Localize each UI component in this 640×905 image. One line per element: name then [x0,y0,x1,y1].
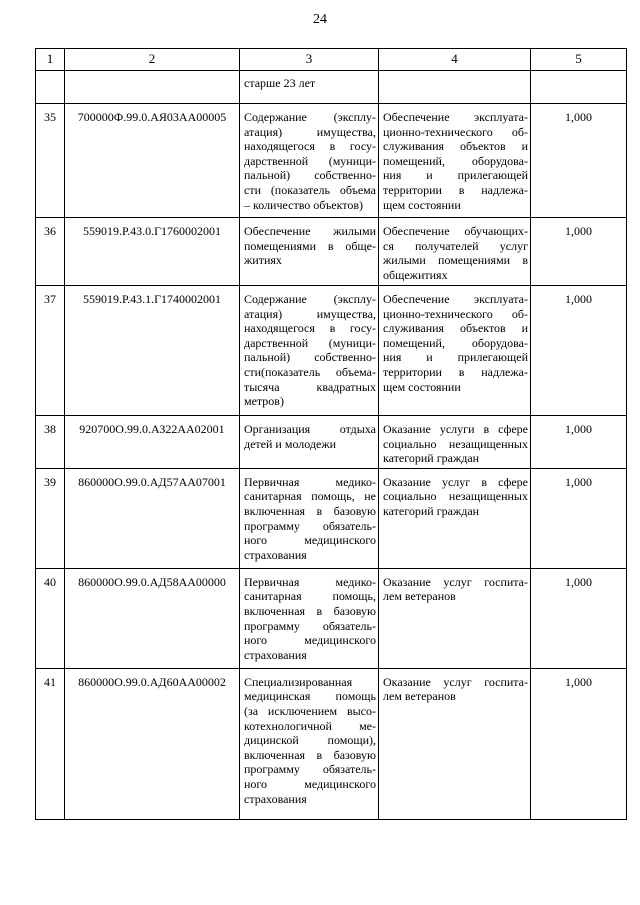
service-purpose-line: помещений, оборудова- [383,153,528,168]
service-purpose-line: лем ветеранов [383,589,456,604]
service-code: 920700О.99.0.АЗ22АА02001 [65,416,240,469]
service-name-line: Специализированная [244,674,353,689]
service-name-line: программу обязатель- [244,518,376,533]
service-purpose-line: Обеспечение обучающих- [383,224,528,238]
service-purpose-line: жилыми помещениями в [383,253,528,268]
continuation-row [36,71,627,104]
service-purpose [379,218,531,286]
service-name-line: включенная в базовую [244,603,376,618]
service-name-line: Содержание (эксплу- [244,110,376,124]
header-col-5: 5 [531,49,627,71]
header-col-2: 2 [65,49,240,71]
header-col-1: 1 [36,49,65,71]
service-code: 860000О.99.0.АД60АА00002 [65,668,240,819]
service-name-line: ного медицинского [244,533,376,548]
service-value: 1,000 [531,668,627,819]
service-name-line: детей и молодежи [244,436,337,451]
row-number: 38 [36,416,65,469]
table-header-row [36,49,627,71]
service-purpose-line: категорий граждан [383,503,480,518]
service-name-line: (за исключением высо- [244,703,376,718]
service-name-line: сти (показатель объема [244,182,376,197]
service-name-line: программу обязатель- [244,762,376,777]
service-name-line: санитарная помощь, не [244,489,376,504]
table-row [36,286,627,416]
service-value: 1,000 [531,286,627,416]
service-purpose [379,104,531,218]
row-number: 37 [36,286,65,416]
service-purpose [379,668,531,819]
service-value: 1,000 [531,218,627,286]
service-purpose-line: щем состоянии [383,197,461,212]
service-name [240,568,379,668]
service-name-line: помещениями в обще- [244,238,376,253]
service-value: 1,000 [531,468,627,568]
service-name-line: страхования [244,791,307,806]
service-name-line: программу обязатель- [244,618,376,633]
row-number: 39 [36,468,65,568]
service-purpose-line: Оказание услуг в сфере [383,474,528,489]
service-purpose-line: ся получателей услуг [383,238,528,253]
cont-cell-5 [531,71,627,104]
table-row [36,468,627,568]
service-name-line: Содержание (эксплу- [244,292,376,306]
service-name-line: находящегося в госу- [244,139,376,154]
service-name-line: дарственной (муници- [244,153,376,168]
service-purpose-line: ционно-технического об- [383,306,528,321]
service-purpose-line: Обеспечение эксплуата- [383,110,528,124]
service-code: 700000Ф.99.0.АЯ03АА00005 [65,104,240,218]
service-name-line: медицинская помощь [244,689,376,704]
service-name-line: пальной) собственно- [244,350,376,365]
service-name-line: сти(показатель объема- [244,364,376,379]
cont-cell-3: старше 23 лет [240,71,379,104]
service-purpose-line: социально незащищенных [383,436,528,451]
page-number: 24 [313,12,327,27]
table-row [36,218,627,286]
table-row [36,104,627,218]
row-number: 40 [36,568,65,668]
table-row [36,416,627,469]
service-name-line: пальной) собственно- [244,168,376,183]
service-name-line: Обеспечение жилыми [244,224,376,238]
service-name-line: метров) [244,394,284,409]
table-row [36,668,627,819]
service-purpose-line: Обеспечение эксплуата- [383,292,528,306]
service-purpose [379,468,531,568]
service-purpose-line: лем ветеранов [383,689,456,704]
service-purpose [379,416,531,469]
service-name-line: дарственной (муници- [244,335,376,350]
service-name-line: находящегося в госу- [244,321,376,336]
service-purpose-line: ния и прилегающей [383,168,528,183]
service-name-line: санитарная помощь, [244,589,376,604]
service-name-line: атация) имущества, [244,306,376,321]
service-name-line: тысяча квадратных [244,379,376,394]
services-table [35,48,627,820]
cont-cell-1 [36,71,65,104]
service-name-line: страхования [244,547,307,562]
service-purpose-line: служивания объектов и [383,321,528,336]
service-purpose-line: помещений, оборудова- [383,335,528,350]
service-purpose-line: категорий граждан [383,451,480,466]
service-code: 559019.Р.43.0.Г1760002001 [65,218,240,286]
table-row [36,568,627,668]
row-number: 41 [36,668,65,819]
service-name-line: Организация отдыха [244,422,376,436]
service-purpose [379,286,531,416]
service-name-line: – количество объектов) [244,197,364,212]
service-name-line: включенная в базовую [244,503,376,518]
service-purpose-line: служивания объектов и [383,139,528,154]
service-value: 1,000 [531,416,627,469]
service-purpose-line: территории в надлежа- [383,364,528,379]
service-purpose-line: Оказание услуг госпита- [383,674,528,689]
service-name [240,468,379,568]
cont-cell-4 [379,71,531,104]
service-purpose-line: ционно-технического об- [383,124,528,139]
service-name [240,416,379,469]
service-purpose-line: ния и прилегающей [383,350,528,365]
service-value: 1,000 [531,104,627,218]
service-purpose-line: Оказание услуги в сфере [383,422,528,436]
service-value: 1,000 [531,568,627,668]
service-name [240,286,379,416]
service-code: 559019.Р.43.1.Г1740002001 [65,286,240,416]
row-number: 35 [36,104,65,218]
service-name-line: страхования [244,647,307,662]
service-name-line: ного медицинского [244,633,376,648]
service-name-line: Первичная медико- [244,574,376,589]
service-code: 860000О.99.0.АД58АА00000 [65,568,240,668]
service-name-line: ного медицинского [244,776,376,791]
service-purpose-line: Оказание услуг госпита- [383,574,528,589]
header-col-3: 3 [240,49,379,71]
service-name-line: включенная в базовую [244,747,376,762]
service-name-line: котехнологичной ме- [244,718,376,733]
service-code: 860000О.99.0.АД57АА07001 [65,468,240,568]
service-purpose-line: социально незащищенных [383,489,528,504]
service-name [240,104,379,218]
cont-cell-2 [65,71,240,104]
service-name-line: Первичная медико- [244,474,376,489]
service-purpose-line: общежитиях [383,267,448,282]
header-col-4: 4 [379,49,531,71]
service-name [240,218,379,286]
service-purpose-line: щем состоянии [383,379,461,394]
service-name-line: атация) имущества, [244,124,376,139]
service-name [240,668,379,819]
service-name-line: дицинской помощи), [244,733,376,748]
service-purpose [379,568,531,668]
service-purpose-line: территории в надлежа- [383,182,528,197]
service-name-line: житиях [244,253,282,268]
row-number: 36 [36,218,65,286]
